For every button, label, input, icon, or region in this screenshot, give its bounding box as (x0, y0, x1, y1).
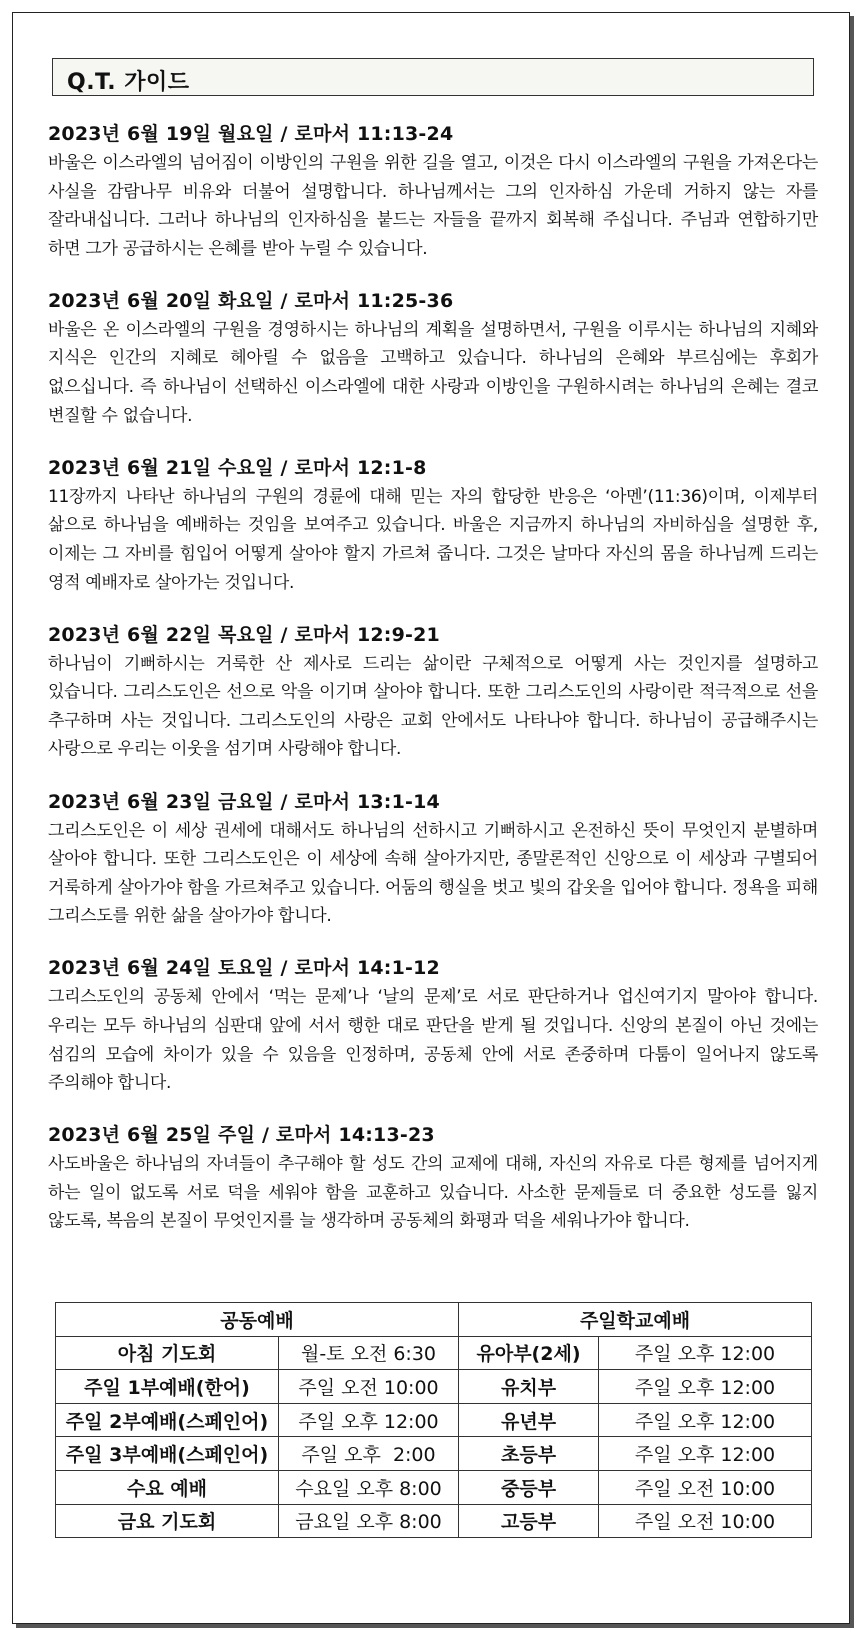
department-time: 주일 오후 12:00 (599, 1403, 812, 1437)
service-time: 주일 오후 2:00 (279, 1437, 459, 1471)
entry-body: 바울은 온 이스라엘의 구원을 경영하시는 하나님의 계획을 설명하면서, 구원을 이루시는 하나님의 지혜와 지식은 인간의 지혜로 헤아릴 수 없음을 고백하고 있습니다. 하나님의 은혜와 부르심에는 후회가 없으십니다. 즉 하나님이 선택하신 이스라엘에 대한 사랑과 이방인을 구원하시려는 하나님의 은혜는 결코 변질할 수 없습니다. (48, 319, 818, 426)
qt-entry (48, 788, 818, 931)
department-time: 주일 오전 10:00 (599, 1470, 812, 1504)
sunday-school-header: 주일학교예배 (459, 1303, 812, 1337)
table-row (56, 1336, 812, 1370)
service-name: 수요 예배 (56, 1470, 279, 1504)
qt-entry (48, 954, 818, 1097)
entry-body: 사도바울은 하나님의 자녀들이 추구해야 할 성도 간의 교제에 대해, 자신의 자유로 다른 형제를 넘어지게 하는 일이 없도록 서로 덕을 세워야 함을 교훈하고 있습니다. 사소한 문제들로 더 중요한 성도를 잃지 않도록, 복음의 본질이 무엇인지를 늘 생각하며 공동체의 화평과 덕을 세워나가야 합니다. (48, 1154, 818, 1232)
entry-body: 바울은 이스라엘의 넘어짐이 이방인의 구원을 위한 길을 열고, 이것은 다시 이스라엘의 구원을 가져온다는 사실을 감람나무 비유와 더불어 설명합니다. 하나님께서는 그의 인자하심 가운데 거하지 않는 자를 잘라내십니다. 그러나 하나님의 인자하심을 붙드는 자들을 끝까지 회복해 주십니다. 주님과 연합하기만 하면 그가 공급하시는 은혜를 받아 누릴 수 있습니다. (48, 153, 819, 259)
department-time: 주일 오후 12:00 (599, 1370, 812, 1404)
table-row (56, 1437, 812, 1471)
qt-entry (48, 120, 818, 263)
department-name: 초등부 (459, 1437, 599, 1471)
service-name: 주일 2부예배(스페인어) (56, 1403, 279, 1437)
department-name: 중등부 (459, 1470, 599, 1504)
page-title-box (52, 58, 814, 96)
service-name: 주일 1부예배(한어) (56, 1370, 279, 1404)
entry-header: 2023년 6월 23일 금요일 / 로마서 13:1-14 (48, 790, 440, 813)
service-name: 금요 기도회 (56, 1504, 279, 1538)
qt-entry (48, 454, 818, 597)
service-time: 수요일 오후 8:00 (279, 1470, 459, 1504)
entry-header: 2023년 6월 19일 월요일 / 로마서 11:13-24 (48, 123, 454, 145)
qt-entry (48, 287, 818, 430)
service-time: 주일 오전 10:00 (279, 1370, 459, 1404)
qt-entries (48, 120, 818, 1260)
page-title: Q.T. 가이드 (67, 70, 190, 95)
worship-schedule-table (55, 1302, 812, 1538)
entry-body: 하나님이 기뻐하시는 거룩한 산 제사로 드리는 삶이란 구체적으로 어떻게 사는 것인지를 설명하고 있습니다. 그리스도인은 선으로 악을 이기며 살아야 합니다. 또한 그리스도인의 사랑이란 적극적으로 선을 추구하며 사는 것입니다. 그리스도인의 사랑은 교회 안에서도 나타나야 합니다. 하나님이 공급해주시는 사랑으로 우리는 이웃을 섬기며 사랑해야 합니다. (48, 653, 818, 760)
department-name: 유아부(2세) (459, 1336, 599, 1370)
service-name: 주일 3부예배(스페인어) (56, 1437, 279, 1471)
department-time: 주일 오후 12:00 (599, 1437, 812, 1471)
table-row (56, 1403, 812, 1437)
service-time: 주일 오후 12:00 (279, 1403, 459, 1437)
table-row (56, 1470, 812, 1504)
service-time: 월-토 오전 6:30 (279, 1336, 459, 1370)
department-name: 유치부 (459, 1370, 599, 1404)
table-row (56, 1370, 812, 1404)
entry-body: 그리스도인은 이 세상 권세에 대해서도 하나님의 선하시고 기뻐하시고 온전하신 뜻이 무엇인지 분별하며 살아야 합니다. 또한 그리스도인은 이 세상에 속해 살아가지만, 종말론적인 신앙으로 이 세상과 구별되어 거룩하게 살아가야 함을 가르쳐주고 있습니다. 어둠의 행실을 벗고 빛의 갑옷을 입어야 합니다. 정욕을 피해 그리스도를 위한 삶을 살아가야 합니다. (48, 820, 818, 927)
entry-header: 2023년 6월 24일 토요일 / 로마서 14:1-12 (48, 957, 440, 980)
table-row (56, 1504, 812, 1538)
qt-entry (48, 621, 818, 764)
service-name: 아침 기도회 (56, 1336, 279, 1370)
department-name: 고등부 (459, 1504, 599, 1538)
department-time: 주일 오후 12:00 (599, 1336, 812, 1370)
entry-body: 11장까지 나타난 하나님의 구원의 경륜에 대해 믿는 자의 합당한 반응은 ‘아멘’(11:36)이며, 이제부터 삶으로 하나님을 예배하는 것임을 보여주고 있습니다. 바울은 지금까지 하나님의 자비하심을 설명한 후, 이제는 그 자비를 힘입어 어떻게 살아야 할지 가르쳐 줍니다. 그것은 날마다 자신의 몸을 하나님께 드리는 영적 예배자로 살아가는 것입니다. (48, 486, 818, 593)
entry-header: 2023년 6월 21일 수요일 / 로마서 12:1-8 (48, 456, 427, 479)
service-time: 금요일 오후 8:00 (279, 1504, 459, 1538)
common-worship-header: 공동예배 (56, 1303, 459, 1337)
entry-body: 그리스도인의 공동체 안에서 ‘먹는 문제’나 ‘날의 문제’로 서로 판단하거나 업신여기지 말아야 합니다. 우리는 모두 하나님의 심판대 앞에 서서 행한 대로 판단을 받게 될 것입니다. 신앙의 본질이 아닌 것에는 섬김의 모습에 차이가 있을 수 있음을 인정하며, 공동체 안에 서로 존중하며 다툼이 일어나지 않도록 주의해야 합니다. (48, 987, 818, 1094)
department-time: 주일 오전 10:00 (599, 1504, 812, 1538)
table-header-row (56, 1303, 812, 1337)
entry-header: 2023년 6월 22일 목요일 / 로마서 12:9-21 (48, 623, 440, 646)
entry-header: 2023년 6월 25일 주일 / 로마서 14:13-23 (48, 1124, 435, 1147)
department-name: 유년부 (459, 1403, 599, 1437)
entry-header: 2023년 6월 20일 화요일 / 로마서 11:25-36 (48, 289, 454, 312)
qt-entry (48, 1121, 818, 1236)
